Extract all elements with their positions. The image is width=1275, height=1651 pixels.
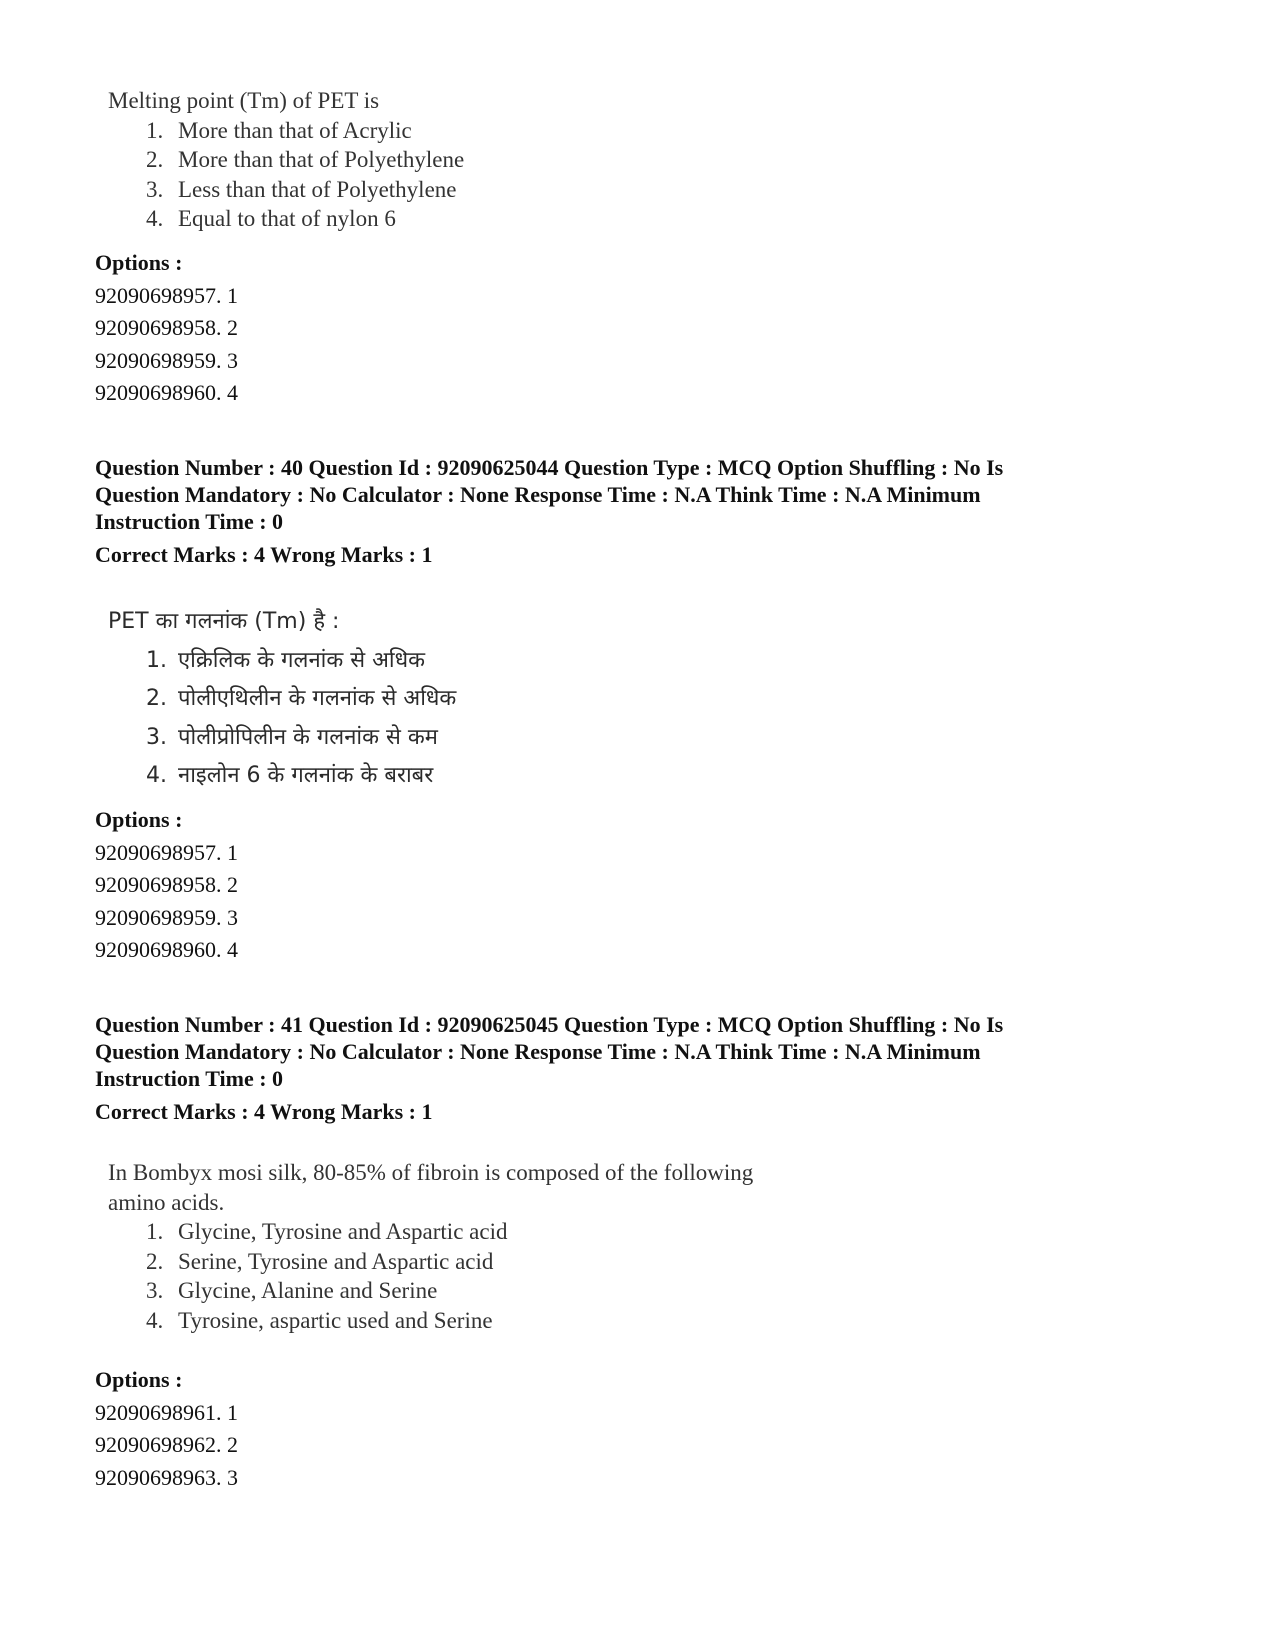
options-heading: Options : <box>95 250 183 275</box>
choice-item: 1. एक्रिलिक के गलनांक से अधिक <box>146 647 426 673</box>
question-meta-line: Question Number : 40 Question Id : 92090625044 Question Type : MCQ Option Shuffling : No Is <box>95 455 1004 480</box>
question-meta-line: Question Mandatory : No Calculator : None Response Time : N.A Think Time : N.A Minimum <box>95 482 981 507</box>
choice-item: 3. पोलीप्रोपिलीन के गलनांक से कम <box>146 724 438 750</box>
choice-item: 1. More than that of Acrylic <box>146 117 412 143</box>
question-image-q40-hindi <box>108 603 456 796</box>
option-item: 92090698959. 3 <box>95 904 238 930</box>
choice-item: 1. Glycine, Tyrosine and Aspartic acid <box>146 1219 508 1244</box>
option-item: 92090698961. 1 <box>95 1399 238 1425</box>
choice-item: 4. Equal to that of nylon 6 <box>146 206 396 231</box>
choice-item: 2. More than that of Polyethylene <box>146 147 465 172</box>
choice-item: 2. पोलीएथिलीन के गलनांक से अधिक <box>146 686 457 711</box>
choice-list <box>108 642 456 796</box>
option-item: 92090698957. 1 <box>95 839 238 865</box>
choice-item: 2. Serine, Tyrosine and Aspartic acid <box>146 1248 494 1274</box>
question-meta-line: Instruction Time : 0 <box>95 509 284 534</box>
option-item: 92090698962. 2 <box>95 1432 238 1457</box>
options-heading: Options : <box>95 1367 183 1392</box>
option-item: 92090698958. 2 <box>95 315 238 340</box>
question-meta-line: Question Mandatory : No Calculator : None Response Time : N.A Think Time : N.A Minimum <box>95 1039 981 1064</box>
option-item: 92090698959. 3 <box>95 347 238 373</box>
marks-line: Correct Marks : 4 Wrong Marks : 1 <box>95 542 433 567</box>
marks-line: Correct Marks : 4 Wrong Marks : 1 <box>95 1099 433 1124</box>
options-block-q41 <box>95 1364 238 1494</box>
options-block-q40 <box>95 804 238 967</box>
option-item: 92090698960. 4 <box>95 380 238 405</box>
question-stem: In Bombyx mosi silk, 80-85% of fibroin is composed of the following amino acids. <box>108 1160 754 1215</box>
option-item: 92090698960. 4 <box>95 937 238 962</box>
options-block-q39 <box>95 247 238 410</box>
question-meta-line: Question Number : 41 Question Id : 92090625045 Question Type : MCQ Option Shuffling : No Is <box>95 1012 1004 1037</box>
question-stem: Melting point (Tm) of PET is <box>108 88 380 113</box>
choice-item: 3. Less than that of Polyethylene <box>146 176 457 202</box>
question-stem: PET का गलनांक (Tm) है : <box>108 609 340 634</box>
question-image-q41-english <box>108 1158 753 1335</box>
question-image-q39-english <box>108 86 464 234</box>
options-heading: Options : <box>95 807 183 832</box>
option-item: 92090698963. 3 <box>95 1464 238 1490</box>
choice-item: 4. Tyrosine, aspartic used and Serine <box>146 1307 493 1333</box>
question-header-q40 <box>95 454 1185 568</box>
choice-list <box>108 116 464 234</box>
question-meta-line: Instruction Time : 0 <box>95 1066 284 1091</box>
choice-item: 4. नाइलोन 6 के गलनांक के बराबर <box>146 763 434 788</box>
option-item: 92090698958. 2 <box>95 872 238 897</box>
question-header-q41 <box>95 1011 1185 1125</box>
option-item: 92090698957. 1 <box>95 282 238 308</box>
choice-item: 3. Glycine, Alanine and Serine <box>146 1278 438 1303</box>
choice-list <box>108 1217 753 1335</box>
